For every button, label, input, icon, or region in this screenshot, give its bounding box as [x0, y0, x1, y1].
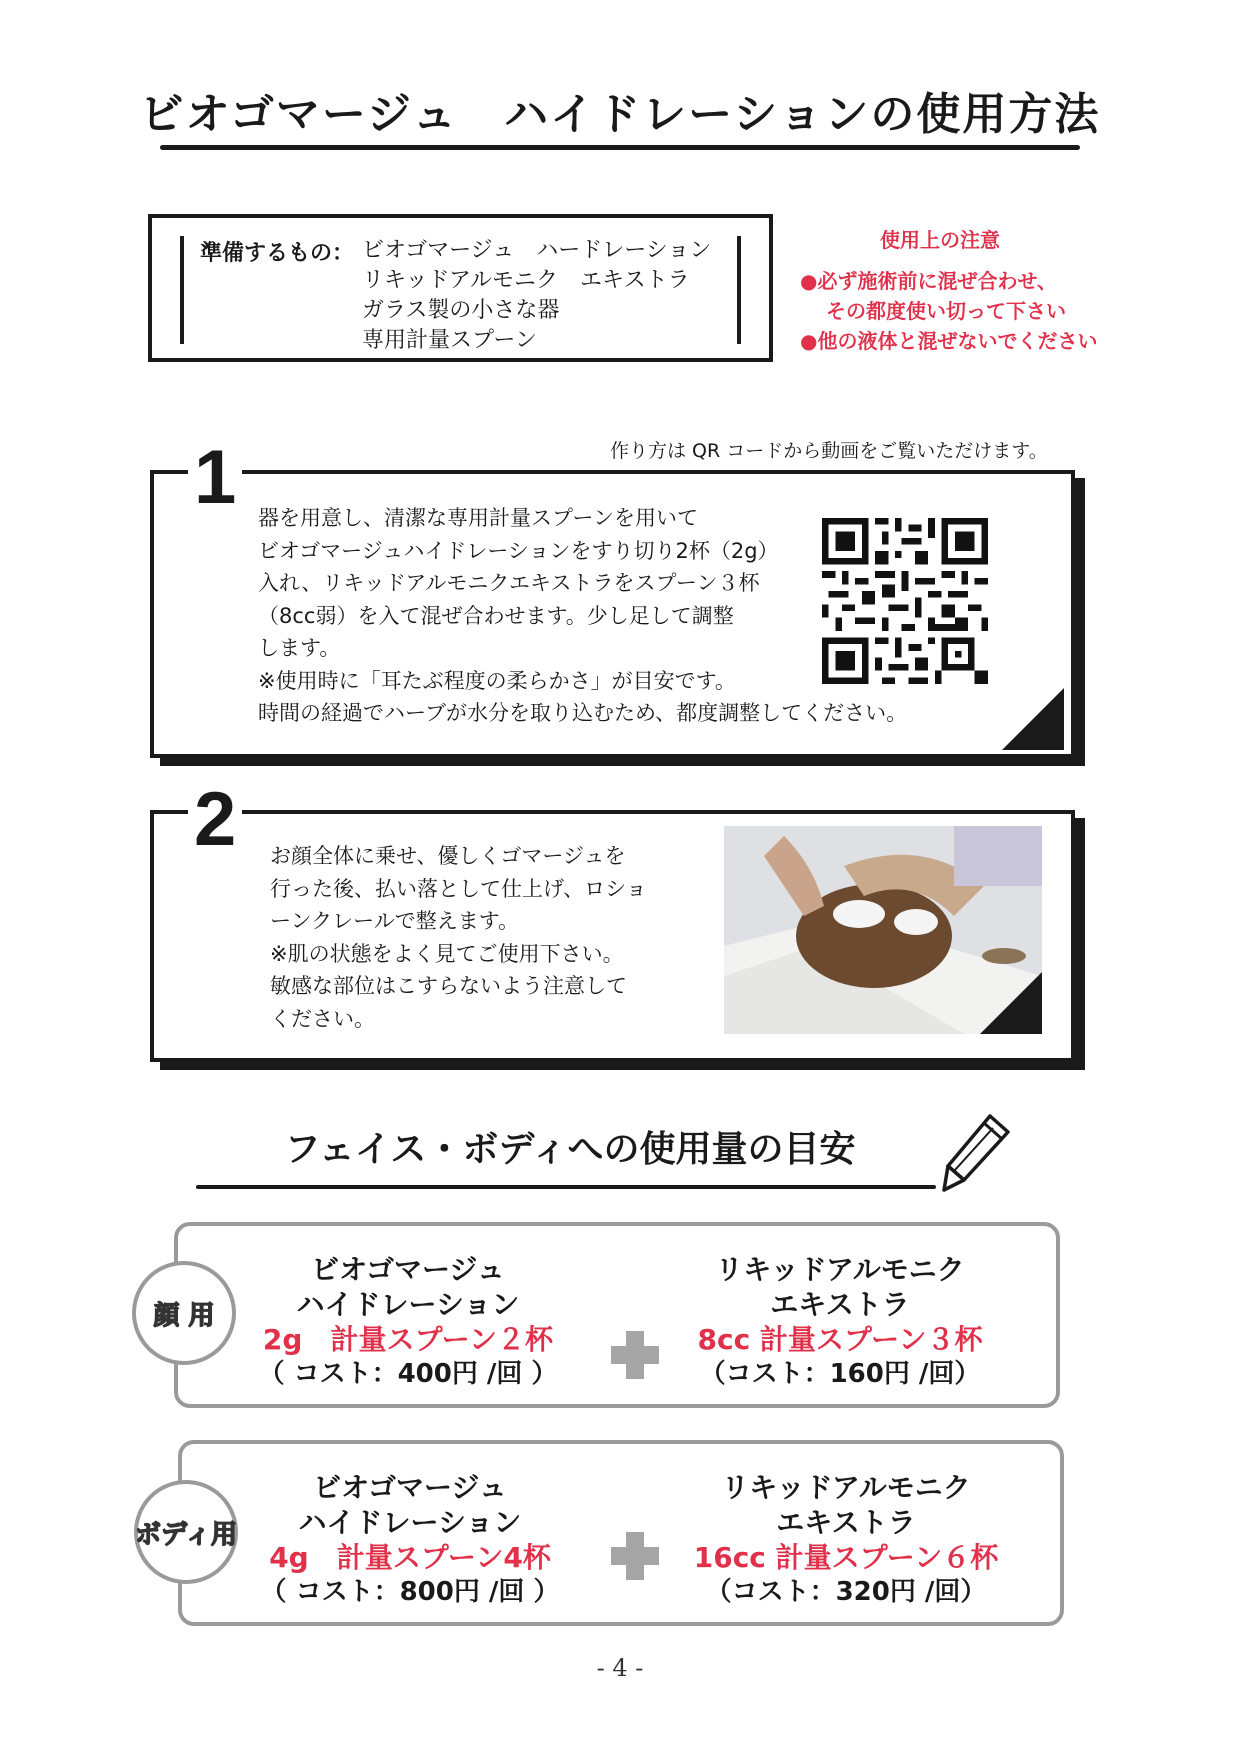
step-1-line: （8cc弱）を入て混ぜ合わせます。少し足して調整 [258, 603, 734, 628]
product-name: リキッドアルモニク [721, 1471, 971, 1504]
face-left-block [248, 1252, 568, 1392]
cost: （ コスト：400円 /回 ） [258, 1359, 558, 1389]
product-name: リキッドアルモニク [715, 1253, 965, 1286]
product-name: エキストラ [776, 1506, 916, 1539]
plus-icon [611, 1346, 659, 1364]
product-name: ハイドレーション [298, 1506, 522, 1539]
step-2-text [270, 840, 647, 1035]
caution-line: その都度使い切って下さい [826, 299, 1066, 323]
caution-title: 使用上の注意 [880, 228, 1000, 252]
body-left-block [250, 1470, 570, 1610]
amount: 16cc 計量スプーン６杯 [693, 1541, 999, 1574]
step-1-line: 入れ、リキッドアルモニクエキストラをスプーン３杯 [258, 571, 760, 595]
prep-right-bar [737, 236, 741, 344]
page-number: - 4 - [596, 1654, 644, 1682]
treatment-photo [724, 826, 1042, 1034]
step-2-line: ※肌の状態をよく見てご使用下さい。 [270, 941, 624, 966]
product-name: ビオゴマージュ [311, 1253, 505, 1286]
prep-item: リキッドアルモニク エキストラ [362, 268, 690, 293]
amount: 8cc 計量スプーン３杯 [697, 1323, 983, 1356]
step-2-line: 行った後、払い落として仕上げ、ロショ [270, 876, 647, 901]
corner-triangle [1002, 688, 1064, 750]
product-name: ビオゴマージュ [313, 1471, 507, 1504]
amount: 2g 計量スプーン２杯 [262, 1323, 554, 1356]
tag-face: 顔 用 [132, 1261, 236, 1365]
prep-left-bar [180, 236, 184, 344]
prep-item: ガラス製の小さな器 [362, 298, 560, 323]
plus-icon [611, 1547, 659, 1565]
step-1-text [258, 502, 907, 730]
step-2-number: 2 [188, 782, 242, 858]
step-1-line: 時間の経過でハーブが水分を取り込むため、都度調整してください。 [258, 701, 908, 725]
face-right-block [680, 1252, 1000, 1392]
caution-line: ●必ず施術前に混ぜ合わせ、 [800, 269, 1057, 293]
prep-item: ビオゴマージュ ハードレーション [362, 238, 712, 263]
step-2-line: ください。 [270, 1006, 375, 1031]
prep-item-list [362, 236, 711, 356]
step-1-line: 器を用意し、清潔な専用計量スプーンを用いて [258, 506, 698, 530]
step-2-line: 敏感な部位はこすらないよう注意して [270, 974, 627, 998]
step-2-line: ーンクレールで整えます。 [270, 909, 520, 933]
cost: （ コスト：800円 /回 ） [260, 1577, 560, 1607]
step-1-number: 1 [188, 440, 242, 516]
caution-line: ●他の液体と混ぜないでください [800, 329, 1098, 353]
product-name: エキストラ [770, 1288, 910, 1321]
usage-title: フェイス・ボディへの使用量の目安 [284, 1129, 856, 1170]
step-2-line: お顔全体に乗せ、優しくゴマージュを [270, 844, 626, 868]
step-1-line: ※使用時に「耳たぶ程度の柔らかさ」が目安です。 [258, 668, 736, 693]
cost: （コスト：320円 /回） [705, 1577, 987, 1607]
product-name: ハイドレーション [296, 1288, 520, 1321]
prep-item: 専用計量スプーン [362, 328, 537, 353]
prep-label: 準備するもの： [200, 241, 355, 266]
qr-code[interactable] [822, 518, 988, 688]
qr-note: 作り方は QR コードから動画をご覧いただけます。 [610, 440, 1048, 462]
step-1-line: ビオゴマージュハイドレーションをすり切り2杯（2g） [258, 538, 779, 563]
body-right-block [686, 1470, 1006, 1610]
pencil-icon [940, 1110, 1014, 1200]
page-title: ビオゴマージュ ハイドレーションの使用方法 [139, 89, 1101, 140]
amount: 4g 計量スプーン4杯 [269, 1541, 551, 1574]
title-underline [160, 145, 1080, 150]
step-1-line: します。 [258, 636, 341, 660]
corner-triangle [980, 972, 1042, 1034]
usage-underline [196, 1185, 936, 1189]
tag-body: ボディ用 [134, 1480, 238, 1584]
cost: （コスト：160円 /回） [699, 1359, 981, 1389]
